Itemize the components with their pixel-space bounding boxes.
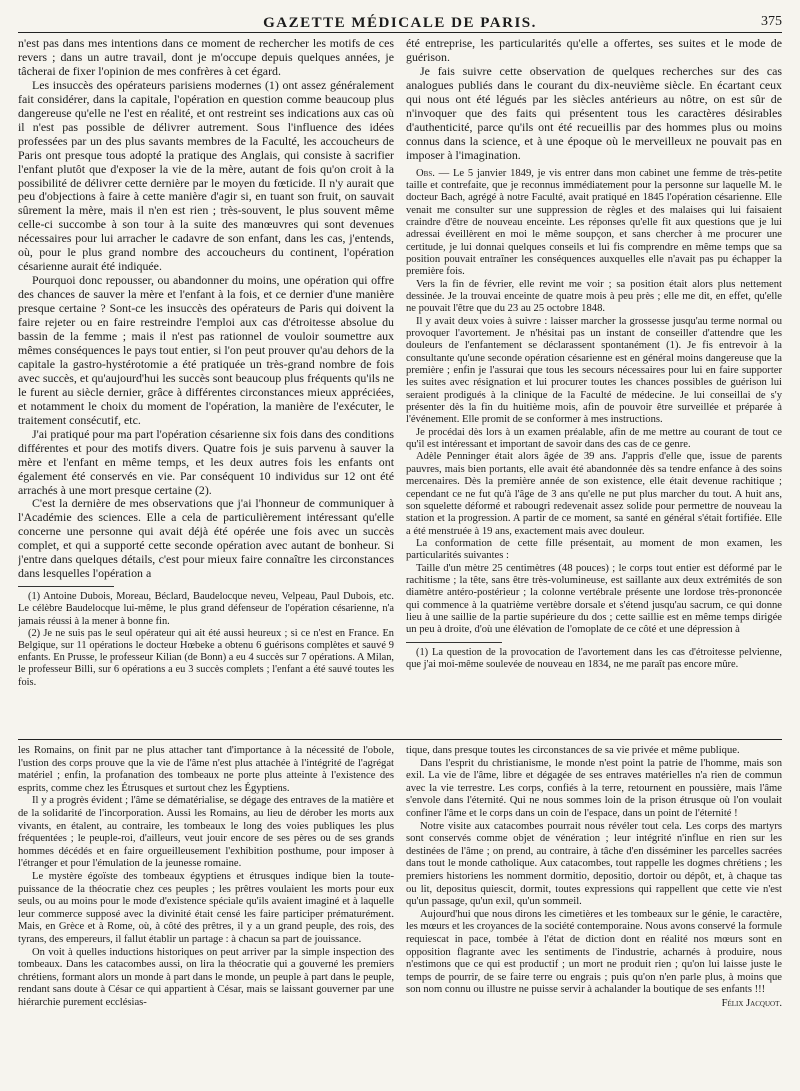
paragraph: Le mystère égoïste des tombeaux égyptiens et étrusques indique bien la toute-puissance de la théocratie chez ces peuples ; les prêtres voulaient les morts pour eux seuls, ou au moins pour le mode d'existence spéciale qu'ils avaient imaginé et à laquelle leur commerce supposé avec la divinité était censé les faire participer prématurément. Mais, en Grèce et à Rome, où, à côté des prêtres, il y a un grand peuple, des rois, des tyrans, des empereurs, il fallut établir un partage : à chacun sa part de jouissance.	[18, 870, 394, 945]
paragraph: C'est la dernière de mes observations que j'ai l'honneur de communiquer à l'Académie des sciences. Elle a cela de particulièrement intéressant qu'elle concerne une personne qui avait déjà été opérée une fois avec un succès complet, et qui a supporté cette seconde opération avec autant de bonheur. Si j'entre dans quelques détails, c'est pour mieux faire connaître les circonstances dans lesquelles l'opération a	[18, 496, 394, 581]
observation	[406, 168, 782, 637]
footnote: (1) Antoine Dubois, Moreau, Béclard, Baudelocque neveu, Velpeau, Paul Dubois, etc. Le célèbre Baudelocque lui-même, le plus grand défenseur de l'opération césarienne, n'a jamais réussi à la mener à bonne fin.	[18, 591, 394, 627]
author-signature: Félix Jacquot.	[721, 997, 782, 1009]
paragraph: Il y avait deux voies à suivre : laisser marcher la grossesse jusqu'au terme normal ou provoquer l'avortement. Je n'hésitai pas un instant de conseiller d'attendre que les douleurs de l'enfantement se déclarassent spontanément (1). Je fis entrevoir à la consultante qu'une seconde opération césarienne est en général moins dangereuse que la première ; enfin je l'assurai que tous les secours nécessaires pour lui en faire supporter les suites avec résignation et lui procurer toutes les chances possibles de guérison lui seraient prodigués à la clinique de la Faculté de médecine. Je lui conseillai de s'y présenter dès la fin du huitième mois, afin de pouvoir être surveillée et préparée à l'événement. Elle promit de se conformer à mes instructions.	[406, 315, 782, 426]
left-column	[18, 37, 394, 733]
paragraph: Je procédai dès lors à un examen préalable, afin de me mettre au courant de tout ce qu'il est intéressant et important de savoir dans des cas de ce genre.	[406, 426, 782, 451]
footnote-rule	[18, 586, 114, 587]
paragraph: Dans l'esprit du christianisme, le monde n'est point la patrie de l'homme, mais son exil. La vie de l'âme, libre et dégagée de ses entraves matérielles n'a rien de commun avec la vie terrestre. Les corps, confiés à la terre, retournent en poussière, mais l'âme s'envole dans l'éternité. Qui ne nous sommes loin de la prison étrusque où l'on voulait confiner l'âme et le corps dans un coin de l'espace, dans un point de l'éternité !	[406, 757, 782, 819]
footnote: (1) La question de la provocation de l'avortement dans les cas d'étroitesse pelvienne, que j'ai moi-même soulevée de nouveau en 1834, ne me paraît pas encore mûre.	[406, 646, 782, 670]
feuilleton-left-column	[18, 745, 394, 1085]
right-column	[406, 37, 782, 733]
footnote-rule	[406, 642, 502, 643]
paragraph: Vers la fin de février, elle revint me voir ; sa position était alors plus nettement dessinée. Je la trouvai enceinte de quatre mois à peu près ; elle me dit, en effet, qu'elle ne pouvait l'être que du 23 au 25 octobre 1848.	[406, 278, 782, 315]
paragraph: — Le 5 janvier 1849, je vis entrer dans mon cabinet une femme de très-petite taille et contrefaite, que je reconnus immédiatement pour la personne sur laquelle M. le docteur Bach, agrégé à notre Faculté, avait pratiqué en 1845 l'opération césarienne. Elle venait me consulter sur une suppression de règles et des malaises qui lui faisaient craindre d'être de nouveau enceinte. Les réponses qu'elle fit aux questions que je lui adressai éveillèrent en moi le même soupçon, et sans chercher à me procurer une certitude, je lui donnai quelques conseils et lui fis comprendre en même temps que sa position pouvait entraîner les conséquences auxquelles elle n'avait pas pu échapper la première fois.	[406, 167, 782, 278]
paragraph: les Romains, on finit par ne plus attacher tant d'importance à la nécessité de l'obole, l'ustion des corps prouve que la vie de l'âme n'est plus attachée à l'intégrité de l'agrégat matériel ; enfin, la profanation des tombeaux ne porte plus atteinte à l'existence des esprits, comme chez les Étrusques et surtout chez les Égyptiens.	[18, 745, 394, 794]
footnotes	[406, 647, 782, 671]
page-header	[18, 10, 782, 33]
paragraph: Il y a progrès évident ; l'âme se dématérialise, se dégage des entraves de la matière et de la solidarité de l'incorporation. Aussi les Romains, au lieu de dérober les morts aux vivants, en étalent, au contraire, les tombeaux le long des voies publiques les plus fréquentées ; le peuple-roi, d'ailleurs, veut jouir encore de ses pères ou de ses grands hommes décédés et en faire orgueilleusement l'exhibition posthume, pour imposer à l'étranger et pour l'émulation de la jeunesse romaine.	[18, 795, 394, 870]
paragraph: Aujourd'hui que nous dirons les cimetières et les tombeaux sur le génie, le caractère, les mœurs et les croyances de la société contemporaine. Nous avons conservé la formule requiescat in pace, tombée à l'état de diction dont en réalité nos mœurs sont en opposition flagrante avec les sentiments de l'industrie, acharnés à produire, nous n'estimons que ce qui est productif ; un mort ne produit rien ; qu'on lui laisse juste le temps de pourrir, de se faire terre ou engrais ; puis qu'on n'en parle plus, à moins que son nom connu ou illustre ne puisse servir à achalander la boutique de ses enfants !!!	[406, 908, 782, 996]
paragraph: Adèle Penninger était alors âgée de 39 ans. J'appris d'elle que, issue de parents pauvres, mais bien portants, elle avait été abandonnée dès sa tendre enfance à des soins mercenaires. Dès la première année de son existence, elle était devenue rachitique ; cependant ce ne fut qu'à l'âge de 3 ans qu'elle ne put plus marcher du tout. A huit ans, son squelette déformé et rabougri redevenait assez solide pour permettre de nouveau la station et la progression. A partir de ce moment, sa santé en général s'était fortifiée. Elle a été menstruée à 19 ans, exactement mais avec douleur.	[406, 451, 782, 537]
paragraph: Taille d'un mètre 25 centimètres (48 pouces) ; le corps tout entier est déformé par le rachitisme ; la tête, sans être très-volumineuse, est saillante aux deux extrémités de son diamètre antéro-postérieur ; la colonne vertébrale présente une lordose très-prononcée qui commence à la quatrième vertèbre dorsale et s'étend jusqu'au sacrum, ce qui donne lieu à une saillie de la partie supérieure du dos ; cette saillie est en même temps dirigée un peu à droite, d'où une élévation de l'omoplate de ce côté et une dépression à	[406, 562, 782, 636]
paragraph: tique, dans presque toutes les circonstances de sa vie privée et même publique.	[406, 745, 740, 756]
footnotes	[18, 591, 394, 689]
paragraph: J'ai pratiqué pour ma part l'opération césarienne six fois dans des conditions différentes et pour des motifs divers. Quatre fois je suis parvenu à sauver la mère et l'enfant en même temps, et les deux autres fois les enfants ont également été conservés en vie. Par conséquent 10 individus sur 12 ont été arrachés à une mort presque certaine (2).	[18, 426, 394, 497]
feuilleton-right-column	[406, 745, 782, 1085]
paragraph: Les insuccès des opérateurs parisiens modernes (1) ont assez généralement fait considérer, dans la capitale, l'opération en question comme beaucoup plus dangereuse qu'elle ne l'est en réalité, et ont restreint ses indications aux cas où il n'est pas possible de délivrer autrement. Sous l'influence des idées professées par un des plus savants membres de la Faculté, les accoucheurs de Paris ont presque tous adopté la pratique des Anglais, qui consiste à sacrifier l'enfant plutôt que d'exposer la vie de la mère, autant de fois qu'on croit à la possibilité de délivrer cette dernière par le moyen du fœticide. Il n'y aurait que peu d'objections à faire à cette manière d'agir si, en tuant son fruit, on sauvait sûrement la mère, mais il n'en est rien ; très-souvent, le plus souvent même celle-ci succombe à son tour à la suite des manœuvres qui sont devenues nécessaires pour lui arracher le cadavre de son enfant, dans les cas, j'entends, où, pour le plus grand nombre des accoucheurs du continent, l'opération césarienne aurait été indiquée.	[18, 77, 394, 274]
paragraph: n'est pas dans mes intentions dans ce moment de rechercher les motifs de ces revers ; dans un autre travail, dont je m'occupe depuis quelques années, je tâcherai de fixer l'opinion de mes confrères à cet égard.	[18, 37, 394, 78]
paragraph: été entreprise, les particularités qu'elle a offertes, ses suites et le mode de guérison.	[406, 37, 782, 64]
paragraph: Notre visite aux catacombes pourrait nous révéler tout cela. Les corps des martyrs sont conservés comme objet de vénération ; leur intégrité n'influe en rien sur les destinées de l'âme ; on prend, au contraire, à tâche d'en disséminer les parcelles sacrées dans tout le monde catholique. Aux catacombes, tout rappelle les dogmes chrétiens ; les premiers historiens les nomment dormitio, depositio, dortoir ou dépôt, et, à chaque tas ou lit, depositus quiescit, dormit, toutes expressions qui rappellent que cette vie n'est qu'un passage, qu'un exil, qu'un sommeil.	[406, 820, 782, 908]
feuilleton	[18, 745, 782, 1085]
obs-label: Obs.	[416, 167, 435, 179]
journal-title: GAZETTE MÉDICALE DE PARIS.	[263, 15, 537, 31]
paragraph: On voit à quelles inductions historiques on peut arriver par la simple inspection des tombeaux. Dans les catacombes aussi, on lira la théocratie qui a gouverné les premiers chrétiens, formant alors un monde à part dans le monde, un peuple à part dans le peuple, rendant sans doute à César ce qui appartient à César, mais se laissant gouverner par une hiérarchie purement ecclésias-	[18, 946, 394, 1008]
main-article	[18, 37, 782, 733]
feuilleton-separator	[18, 739, 782, 740]
page-number: 375	[761, 14, 782, 29]
paragraph: Pourquoi donc repousser, ou abandonner du moins, une opération qui offre des chances de sauver la mère et l'enfant à la fois, et ce dernier d'une manière presque certaine ? Sont-ce les insuccès des opérateurs de Paris qui doivent la faire rejeter ou en faire restreindre l'emploi aux cas d'étroitesse absolue du bassin de la femme ; mais il n'est pas rationnel de vouloir soumettre aux mêmes conséquences le pays tout entier, si l'on peut prouver qu'au dehors de la capitale la gastro-hystérotomie a été pratiquée un très-grand nombre de fois avec succès, et qu'aujourd'hui les succès sont beaucoup plus fréquents qu'ils ne le furent au siècle dernier, grâce à différentes circonstances mieux appréciées, et notamment le choix du moment de l'opération, la manière de l'exécuter, le traitement consécutif, etc.	[18, 273, 394, 427]
paragraph: Je fais suivre cette observation de quelques recherches sur des cas analogues publiés dans le courant du dix-neuvième siècle. En écartant ceux qui nous ont été légués par les siècles antérieurs au nôtre, on est sûr de n'invoquer que des faits qui présentent tous les caractères désirables d'authenticité, parce qu'ils ont été recueillis par des hommes plus ou moins connus dans la science, et à une époque où le merveilleux ne pouvait pas en imposer à l'imagination.	[406, 63, 782, 162]
footnote: (2) Je ne suis pas le seul opérateur qui ait été aussi heureux ; si ce n'est en France. En Belgique, sur 11 opérations le docteur Hœbeke a obtenu 6 guérisons complètes et sauvé 9 enfants. En Prusse, le professeur Kilian (de Bonn) a eu 4 succès sur 7 opérations. A Milan, le professeur Billi, sur 6 opérations a eu 3 succès complets ; l'enfant a été sauvé toutes les fois.	[18, 627, 394, 688]
paragraph: La conformation de cette fille présentait, au moment de mon examen, les particularités suivantes :	[406, 537, 782, 562]
